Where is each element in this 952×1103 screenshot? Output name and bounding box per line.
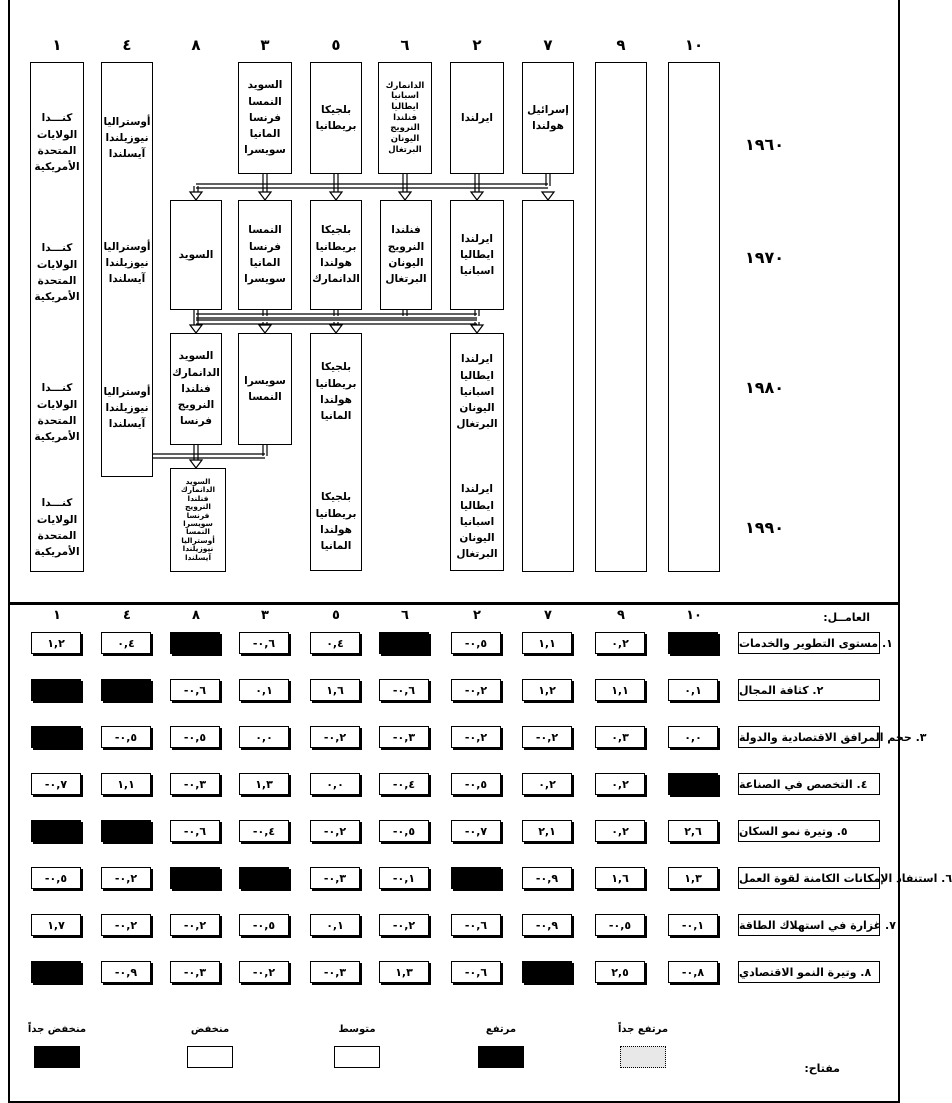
key-label: منخفض [190, 1024, 230, 1035]
turkey-box [668, 62, 720, 572]
cell-black [668, 773, 718, 795]
cell-value: ٠,٥- [451, 632, 501, 654]
cell-value: ٠,٣- [170, 773, 220, 795]
cell-black [522, 961, 572, 983]
country-name: الأمريكية [34, 291, 80, 304]
ireland-list-1980 [451, 342, 503, 442]
australia-group-box [101, 62, 153, 477]
country-name: اسبانيا [459, 515, 495, 528]
country-name: كنـــدا [41, 382, 73, 395]
country-name: آيسلندا [108, 148, 146, 161]
column-number: ١٠ [686, 608, 702, 623]
country-name: اسبانيا [459, 265, 495, 278]
column-number: ١ [53, 608, 61, 623]
cell-value: ٠,٩- [522, 914, 572, 936]
austria-group-1970-box [238, 200, 292, 310]
merged-group-1990-box [170, 468, 226, 572]
cell-value: ٠,٢- [451, 679, 501, 701]
country-name: فرنسا [180, 415, 212, 428]
column-number: ٧ [544, 608, 552, 623]
cell-black [31, 726, 81, 748]
turkey-label [669, 513, 719, 543]
cell-value: ٠,٥- [31, 867, 81, 889]
usa-canada-list [31, 93, 83, 193]
column-number: ٩ [617, 608, 625, 623]
column-number: ٩ [616, 36, 626, 54]
cell-value: ٠,٥- [451, 773, 501, 795]
country-name: كنـــدا [41, 242, 73, 255]
country-name: إسرائيل [527, 103, 569, 116]
cell-value: ١,١ [522, 632, 572, 654]
country-name: فنلندا [393, 112, 417, 123]
cell-value: ١,٦ [595, 867, 645, 889]
israel-netherlands-1960-box [522, 62, 574, 174]
cell-value: ٠,٣- [379, 726, 429, 748]
cell-black [668, 632, 718, 654]
israel-label [523, 373, 573, 403]
country-name: الدانمارك [172, 366, 220, 379]
israel-label [523, 241, 573, 271]
country-name: بريطانيا [315, 240, 357, 253]
cell-black [451, 867, 501, 889]
cell-value: ٠,٦- [170, 820, 220, 842]
cell-value: ٠,٢ [595, 632, 645, 654]
year-label: ١٩٦٠ [745, 135, 785, 154]
country-name: سويسرا [183, 519, 213, 528]
country-name: اليونان [390, 133, 420, 144]
israel-box [522, 200, 574, 572]
country-name: اليونان [459, 532, 495, 545]
cell-value: ٢,٥ [595, 961, 645, 983]
column-number: ٢ [472, 36, 482, 54]
column-number: ٥ [331, 36, 341, 54]
cell-black [31, 679, 81, 701]
key-title: مفتاح: [804, 1062, 840, 1075]
country-name: نيوزيلندا [182, 544, 214, 554]
column-number: ٢ [473, 608, 481, 623]
year-label: ١٩٧٠ [745, 248, 785, 267]
country-name: نيوزيلندا [105, 401, 149, 414]
arrow-head [190, 192, 202, 200]
cell-value: ٠,١ [668, 679, 718, 701]
key-label: مرتفع [485, 1024, 517, 1035]
cell-value: ٠,١ [239, 679, 289, 701]
country-name: ايطاليا [460, 499, 494, 512]
country-name: فنلندا [181, 382, 211, 395]
country-name: بلجيكا [320, 103, 352, 116]
cell-value: ٠,٦- [379, 679, 429, 701]
australia-list [102, 218, 152, 308]
country-name: فنلندا [187, 493, 209, 503]
switzerland-group-1980-box [238, 333, 292, 445]
cell-value: ٠,٤ [101, 632, 151, 654]
cell-black [101, 820, 151, 842]
column-number: ٤ [122, 36, 132, 54]
country-name: النرويج [177, 399, 215, 412]
arrow-head [542, 192, 554, 200]
country-name: سويسرا [244, 144, 286, 157]
country-name: المانيا [320, 540, 352, 553]
cell-value: ١,٧ [31, 914, 81, 936]
country-name: الولايات [36, 398, 78, 411]
country-name: بلجيكا [320, 361, 352, 374]
cell-black [101, 679, 151, 701]
column-number: ١٠ [684, 36, 704, 54]
cell-value: ١,٣ [379, 961, 429, 983]
usa-canada-group-box [30, 62, 84, 572]
cell-black [31, 820, 81, 842]
cell-value: ٠,٢- [170, 914, 220, 936]
arrow-head [399, 192, 411, 200]
turkey-label [669, 373, 719, 403]
country-name: اسبانيا [459, 385, 495, 398]
country-name: البرتغال [456, 418, 498, 431]
country-name: ايرلندا [461, 232, 493, 245]
country-name: اليونان [459, 402, 495, 415]
cell-value: ١,٦ [310, 679, 360, 701]
belgium-group-1980-1990-box [310, 333, 362, 571]
cell-value: ٠,٤- [379, 773, 429, 795]
cell-value: ٠,٢- [310, 820, 360, 842]
cell-value: ٠,٣- [310, 867, 360, 889]
cell-value: ٠,٦- [451, 914, 501, 936]
cell-value: ٠,٠ [310, 773, 360, 795]
cell-value: ١,٣ [239, 773, 289, 795]
cell-value: ١,٢ [522, 679, 572, 701]
country-name: السويد [178, 350, 214, 363]
cell-value: ٠,٢ [522, 773, 572, 795]
column-number: ٦ [400, 36, 410, 54]
country-name: ايطاليا [460, 369, 494, 382]
country-name: أوستراليا [103, 385, 151, 398]
cell-value: ١,٢ [31, 632, 81, 654]
country-name: أوستراليا [181, 535, 215, 545]
country-name: المتحدة [37, 530, 77, 542]
arrow-head [190, 325, 202, 333]
column-number: ٨ [192, 608, 200, 623]
ireland-1960-box [450, 62, 504, 174]
country-name: كنـــدا [41, 112, 73, 125]
cell-black [170, 867, 220, 889]
country-name: ايرلندا [461, 483, 493, 496]
cell-black [170, 632, 220, 654]
country-name: الولايات [36, 513, 78, 526]
factor-label: ٤. التخصص في الصناعة [738, 773, 880, 795]
country-name: النمسا [248, 391, 282, 403]
cell-value: ٠,٨- [668, 961, 718, 983]
cell-value: ٠,٢- [239, 961, 289, 983]
column-number: ٦ [401, 608, 409, 623]
cell-black [379, 632, 429, 654]
country-name: المانيا [249, 128, 281, 141]
country-name: آيسلندا [184, 552, 212, 562]
country-name: اسبانيا [391, 91, 419, 102]
country-name: النرويج [185, 502, 211, 512]
cell-value: ٠,٣ [595, 726, 645, 748]
country-name: كنـــدا [41, 497, 73, 510]
country-name: المتحدة [37, 145, 77, 157]
country-name: النرويج [390, 123, 420, 134]
key-label: مرتفع جداً [617, 1024, 669, 1035]
cell-value: ١,٣ [668, 867, 718, 889]
country-name: هولندا [320, 394, 352, 406]
column-number: ٣ [260, 36, 270, 54]
factor-label: ٧. غزارة في استهلاك الطاقة [738, 914, 880, 936]
country-name: بريطانيا [315, 120, 357, 132]
cell-value: ٠,٢- [101, 867, 151, 889]
country-name: الدانمارك [180, 485, 216, 495]
cell-value: ٠,٦- [451, 961, 501, 983]
cell-value: ٠,٦- [170, 679, 220, 701]
key-swatch [478, 1046, 524, 1068]
column-number: ٧ [543, 36, 553, 54]
country-name: آيسلندا [108, 273, 146, 286]
key-swatch [620, 1046, 666, 1068]
factor-label: ٢. كثافة المجال [738, 679, 880, 701]
belgium-list-1990 [311, 474, 361, 570]
japan-label [596, 373, 646, 403]
country-name: السويد [178, 248, 214, 261]
cell-value: ٠,٩- [522, 867, 572, 889]
cell-value: ٠,٢- [522, 726, 572, 748]
country-name: نيوزيلندا [105, 131, 149, 144]
cell-value: ٠,٠ [239, 726, 289, 748]
cell-value: ٠,٢- [310, 726, 360, 748]
finland-group-1970-box [380, 200, 432, 310]
arrow-head [471, 325, 483, 333]
country-name: الدانمارك [312, 273, 360, 286]
country-name: ايطاليا [460, 248, 494, 261]
turkey-label [669, 128, 719, 158]
country-name: النرويج [387, 240, 425, 253]
country-name: الأمريكية [34, 161, 80, 174]
country-name: اليونان [388, 257, 424, 269]
belgium-group-1960-box [310, 62, 362, 174]
australia-list [102, 93, 152, 183]
cell-value: ٢,١ [522, 820, 572, 842]
key-label: منخفض جداً [27, 1024, 87, 1035]
key-swatch [187, 1046, 233, 1068]
cell-value: ٠,٢ [595, 773, 645, 795]
key-swatch [34, 1046, 80, 1068]
cell-value: ١,١ [595, 679, 645, 701]
country-name: سويسرا [244, 374, 286, 387]
country-name: الدانمارك [385, 80, 425, 91]
cell-value: ٠,٦- [239, 632, 289, 654]
denmark-group-1960-box [378, 62, 432, 174]
cell-value: ١,١ [101, 773, 151, 795]
arrow-head [471, 192, 483, 200]
cell-value: ٢,٦ [668, 820, 718, 842]
country-name: نيوزيلندا [105, 256, 149, 269]
arrow-head [330, 325, 342, 333]
cell-value: ٠,٣- [170, 961, 220, 983]
cell-value: ٠,٠ [668, 726, 718, 748]
factor-header: العامــل: [823, 611, 870, 624]
country-name: بريطانيا [315, 507, 357, 520]
arrow-head [259, 325, 271, 333]
country-name: النمسا [248, 224, 282, 237]
cell-value: ٠,٩- [101, 961, 151, 983]
cell-value: ٠,٢- [101, 914, 151, 936]
cell-value: ٠,٤ [310, 632, 360, 654]
country-name: النمسا [186, 527, 210, 537]
country-name: المتحدة [37, 415, 77, 427]
cell-black [239, 867, 289, 889]
country-name: فرنسا [249, 240, 281, 253]
country-name: بلجيكا [320, 491, 352, 504]
cell-value: ٠,٧- [31, 773, 81, 795]
sweden-1970-box [170, 200, 222, 310]
arrow-head [190, 460, 202, 468]
arrow-head [330, 192, 342, 200]
belgium-group-1970-box [310, 200, 362, 310]
cell-value: ٠,٢- [451, 726, 501, 748]
country-name: فرنسا [186, 510, 210, 520]
country-name: الأمريكية [34, 546, 80, 559]
country-name: النمسا [248, 95, 282, 108]
sweden-group-1960-box [238, 62, 292, 174]
country-name: الأمريكية [34, 431, 80, 444]
key-label: متوسط [338, 1024, 376, 1035]
turkey-label [669, 243, 719, 273]
ireland-group-1970-box [450, 200, 504, 310]
cell-value: ٠,٣- [310, 961, 360, 983]
country-name: هولندا [320, 257, 352, 269]
cell-value: ٠,١- [668, 914, 718, 936]
country-name: بريطانيا [315, 377, 357, 390]
factor-label: ٨. وتيرة النمو الاقتصادي [738, 961, 880, 983]
country-name: المانيا [249, 257, 281, 269]
country-name: الولايات [36, 258, 78, 271]
country-name: هولندا [320, 524, 352, 536]
australia-list [102, 363, 152, 453]
country-name: المتحدة [37, 275, 77, 287]
factor-label: ٥. وتيرة نمو السكان [738, 820, 880, 842]
column-number: ٤ [123, 608, 131, 623]
cell-value: ٠,٧- [451, 820, 501, 842]
country-name: فنلندا [391, 224, 421, 237]
country-name: هولندا [532, 120, 564, 132]
japan-label [596, 128, 646, 158]
country-name: ايرلندا [461, 111, 493, 124]
cell-value: ٠,١- [379, 867, 429, 889]
cell-value: ٠,٢- [379, 914, 429, 936]
column-number: ٣ [261, 608, 269, 623]
usa-canada-list [31, 483, 83, 573]
cell-value: ٠,٥- [595, 914, 645, 936]
cell-value: ٠,٤- [239, 820, 289, 842]
country-name: ايطاليا [391, 102, 419, 113]
country-name: السويد [247, 79, 283, 92]
country-name: آيسلندا [108, 418, 146, 431]
factor-label: ٣. حجم المرافق الاقتصادية والدولة [738, 726, 880, 748]
arrow-head [259, 192, 271, 200]
ireland-group-1980-1990-box [450, 333, 504, 571]
cell-value: ٠,٥- [239, 914, 289, 936]
usa-canada-list [31, 218, 83, 328]
japan-label [596, 513, 646, 543]
key-swatch [334, 1046, 380, 1068]
column-number: ١ [52, 36, 62, 54]
country-name: البرتغال [385, 273, 427, 286]
country-name: بلجيكا [320, 224, 352, 237]
country-name: السويد [185, 477, 211, 487]
year-label: ١٩٨٠ [745, 378, 785, 397]
country-name: المانيا [320, 410, 352, 423]
country-name: البرتغال [456, 548, 498, 561]
cell-value: ٠,٢ [595, 820, 645, 842]
japan-label [596, 243, 646, 273]
column-number: ٥ [332, 608, 340, 623]
cell-value: ٠,٥- [101, 726, 151, 748]
country-name: البرتغال [388, 144, 422, 155]
cell-black [31, 961, 81, 983]
factor-label: ٦. استنفاذ الإمكانات الكامنة لقوة العمل [738, 867, 880, 889]
country-name: الولايات [36, 128, 78, 141]
ireland-list-1990 [451, 474, 503, 570]
japan-box [595, 62, 647, 572]
country-name: ايرلندا [461, 353, 493, 366]
usa-canada-list [31, 363, 83, 463]
factor-label: ١. مستوى التطوير والخدمات [738, 632, 880, 654]
sweden-group-1980-box [170, 333, 222, 445]
country-name: فرنسا [249, 111, 281, 124]
country-name: سويسرا [244, 273, 286, 286]
belgium-list-1980 [311, 342, 361, 442]
column-number: ٨ [191, 36, 201, 54]
cell-value: ٠,١ [310, 914, 360, 936]
israel-label [523, 513, 573, 543]
year-label: ١٩٩٠ [745, 518, 785, 537]
cell-value: ٠,٥- [170, 726, 220, 748]
country-name: أوستراليا [103, 240, 151, 253]
cell-value: ٠,٥- [379, 820, 429, 842]
country-name: أوستراليا [103, 115, 151, 128]
